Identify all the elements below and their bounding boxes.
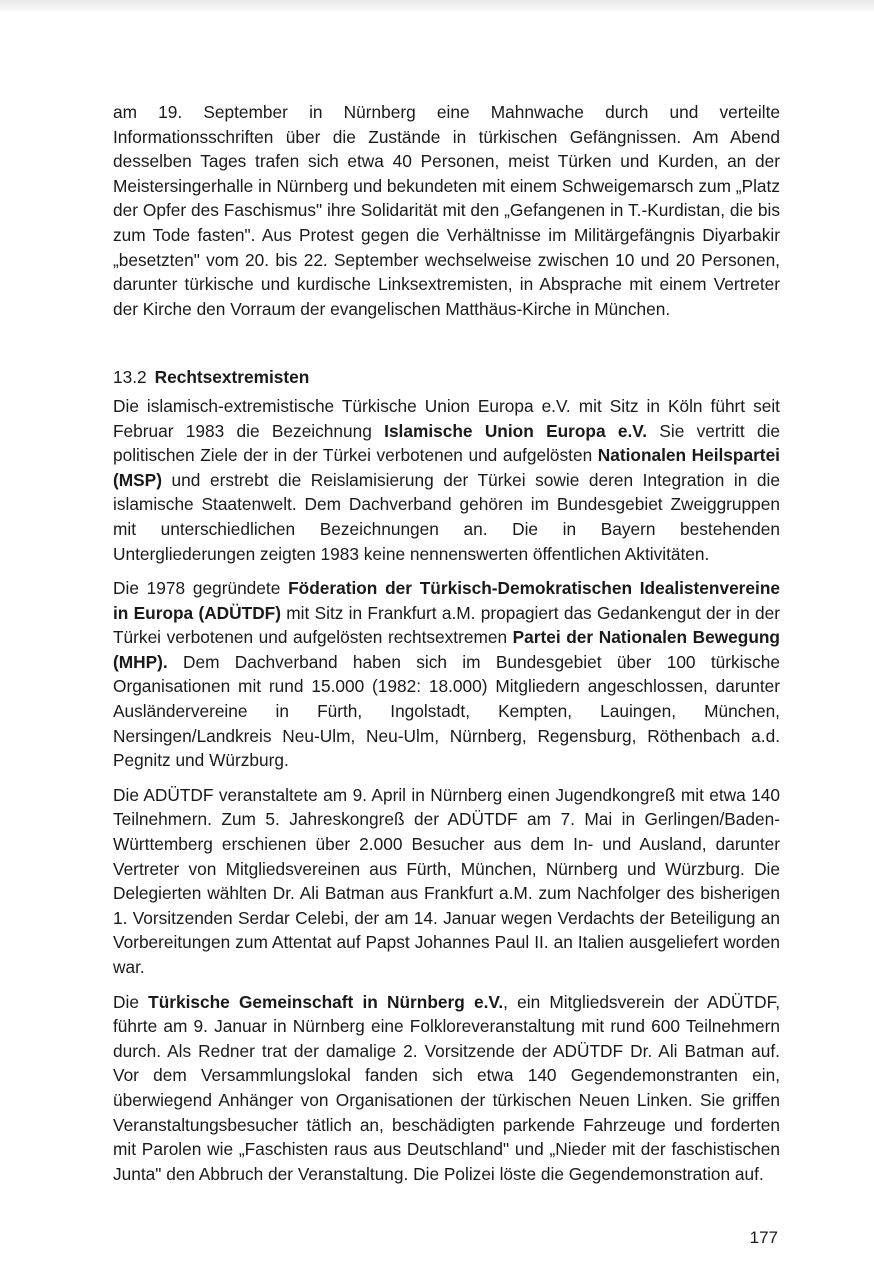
text-run: und erstrebt die Reislamisierung der Türkei sowie deren Integration in die islamische Staatenwelt. Dem Dachverband gehören im Bundesgebiet Zweiggruppen mit unterschiedlichen Bezeichnungen an. Die in Bayern bestehenden Untergliederungen zeigten 1983 keine nennenswerten öffentlichen Aktivitäten. [113, 469, 780, 564]
text-run: Dem Dachverband haben sich im Bundesgebiet über 100 türkische Organisationen mit rund 15.000 (1982: 18.000) Mitgliedern angeschlossen, darunter Ausländervereine in Fürth, Ingolstadt, Kempten, Lauingen, München, Nersingen/Landkreis Neu-Ulm, Neu-Ulm, Nürnberg, Regensburg, Röthenbach a.d. Pegnitz und Würzburg. [113, 651, 780, 771]
text-run: Die islamisch-extremistische Türkische Union Europa e.V. mit Sitz in Köln führt seit Februar 1983 die Bezeichnung [113, 395, 780, 441]
bold-term: Islamische Union Europa e.V. [384, 420, 648, 441]
paragraph-aduetdf [113, 576, 780, 773]
section-number: 13.2 [113, 367, 147, 388]
paragraph-tuerkische-gemeinschaft [113, 990, 780, 1187]
bold-term: Föderation der Türkisch-Demokratischen Idealistenvereine in Europa (ADÜTDF) [113, 578, 780, 623]
text-run: , ein Mitgliedsverein der ADÜTDF, führte am 9. Januar in Nürnberg eine Folkloreveranstaltung mit rund 600 Teilnehmern durch. Als Redner trat der damalige 2. Vorsitzende der ADÜTDF Dr. Ali Batman auf. Vor dem Versammlungslokal fanden sich etwa 140 Gegendemonstranten ein, überwiegend Anhänger von Organisationen der türkischen Neuen Linken. Sie griffen Veranstaltungsbesucher tätlich an, beschädigten parkende Fahrzeuge und forderten mit Parolen wie „Faschisten raus aus Deutschland" und „Nieder mit der faschistischen Junta" den Abbruch der Veranstaltung. Die Polizei löste die Gegendemonstration auf. [113, 991, 781, 1184]
bold-term: Partei der Nationalen Bewegung (MHP). [113, 627, 780, 672]
bold-term: Türkische Gemeinschaft in Nürnberg e.V. [148, 991, 504, 1012]
section-heading [113, 365, 780, 390]
paragraph-kongress: Die ADÜTDF veranstaltete am 9. April in Nürnberg einen Jugendkongreß mit etwa 140 Teilnehmern. Zum 5. Jahreskongreß der ADÜTDF am 7. Mai in Gerlingen/Baden-Württemberg erschienen über 2.000 Besucher aus dem In- und Ausland, darunter Vertreter von Mitgliedsvereinen aus Fürth, München, Nürnberg und Würzburg. Die Delegierten wählten Dr. Ali Batman aus Frankfurt a.M. zum Nachfolger des bisherigen 1. Vorsitzenden Serdar Celebi, der am 14. Januar wegen Verdachts der Beteiligung an Vorbereitungen zum Attentat auf Papst Johannes Paul II. an Italien ausgeliefert worden war. [113, 784, 780, 977]
bold-term: Nationalen Heilspartei (MSP) [113, 445, 780, 490]
text-run: mit Sitz in Frankfurt a.M. propagiert das Gedankengut der in der Türkei verbotenen und aufgelösten rechtsextremen [113, 602, 780, 648]
text-run: Sie vertritt die politischen Ziele der in der Türkei verbotenen und aufgelösten [113, 420, 780, 466]
paragraph-islamische-union [113, 394, 780, 566]
page-body [113, 100, 780, 1196]
section-spacer [113, 331, 780, 365]
section-title: Rechtsextremisten [154, 367, 310, 388]
paragraph-intro: am 19. September in Nürnberg eine Mahnwache durch und verteilte Informationsschriften über die Zustände in türkischen Gefängnissen. Am Abend desselben Tages trafen sich etwa 40 Personen, meist Türken und Kurden, an der Meistersingerhalle in Nürnberg und bekundeten mit einem Schweigemarsch zum „Platz der Opfer des Faschismus" ihre Solidarität mit den „Gefangenen in T.-Kurdistan, die bis zum Tode fasten". Aus Protest gegen die Verhältnisse im Militärgefängnis Diyarbakir „besetzten" vom 20. bis 22. September wechselweise zwischen 10 und 20 Personen, darunter türkische und kurdische Linksextremisten, in Absprache mit einem Vertreter der Kirche den Vorraum der evangelischen Matthäus-Kirche in München. [113, 102, 780, 319]
text-run: Die [113, 991, 149, 1012]
page-number: 177 [749, 1228, 778, 1247]
scan-top-edge [0, 0, 874, 14]
text-run: Die 1978 gegründete [113, 578, 289, 599]
